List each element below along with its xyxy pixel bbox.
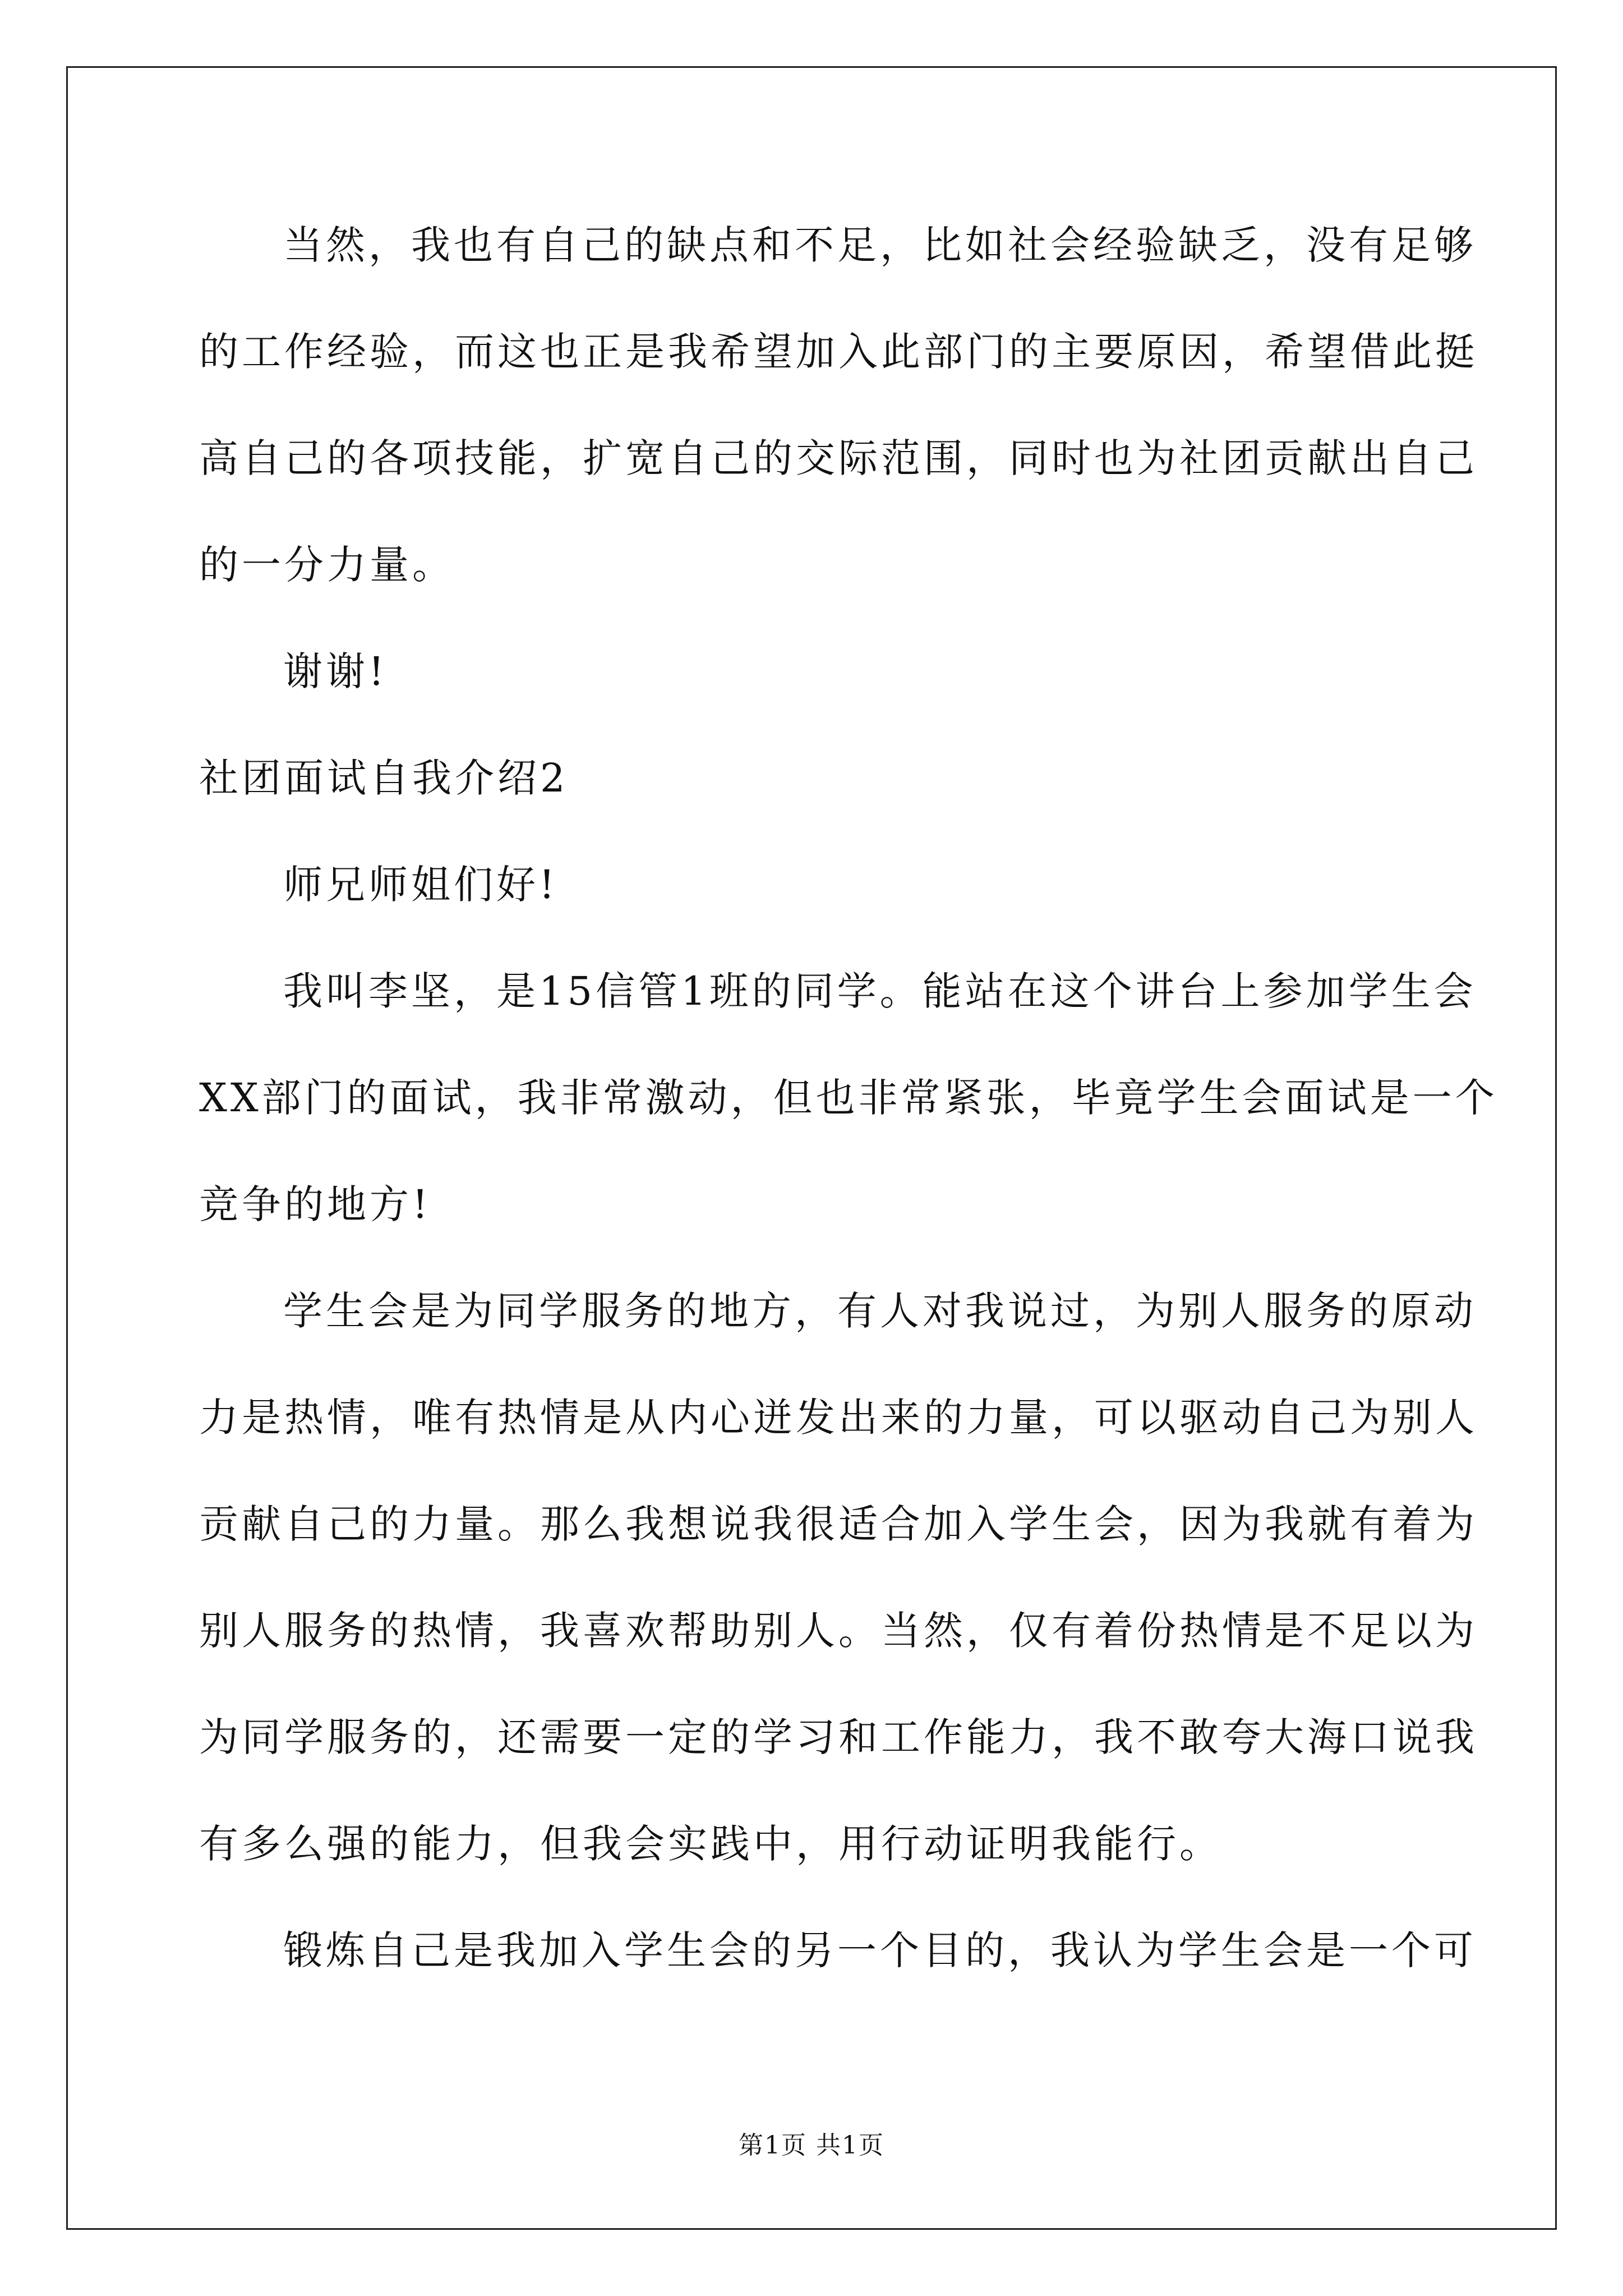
text-line: 的一分力量。 xyxy=(199,542,455,588)
section-heading: 社团面试自我介绍2 xyxy=(199,755,569,801)
text-line: 高自己的各项技能，扩宽自己的交际范围，同时也为社团贡献出自己 xyxy=(199,435,1478,481)
text-line: 我叫李坚，是15信管1班的同学。能站在这个讲台上参加学生会 xyxy=(283,968,1477,1014)
text-line: 学生会是为同学服务的地方，有人对我说过，为别人服务的原动 xyxy=(283,1288,1477,1334)
text-line: 为同学服务的，还需要一定的学习和工作能力，我不敢夸大海口说我 xyxy=(199,1714,1478,1760)
page-footer: 第1页 共1页 xyxy=(739,2131,884,2160)
text-line: 谢谢! xyxy=(283,648,388,694)
text-line: 竞争的地方! xyxy=(199,1181,432,1227)
text-line: 力是热情，唯有热情是从内心迸发出来的力量，可以驱动自己为别人 xyxy=(199,1395,1478,1441)
text-line: 别人服务的热情，我喜欢帮助别人。当然，仅有着份热情是不足以为 xyxy=(199,1608,1478,1654)
text-line: 有多么强的能力，但我会实践中，用行动证明我能行。 xyxy=(199,1821,1222,1867)
text-line: 贡献自己的力量。那么我想说我很适合加入学生会，因为我就有着为 xyxy=(199,1501,1478,1547)
text-line: 当然，我也有自己的缺点和不足，比如社会经验缺乏，没有足够 xyxy=(283,222,1477,268)
text-line: 师兄师姐们好! xyxy=(283,862,559,908)
text-line: 锻炼自己是我加入学生会的另一个目的，我认为学生会是一个可 xyxy=(283,1927,1477,1973)
text-line: XX部门的面试，我非常激动，但也非常紧张，毕竟学生会面试是一个 xyxy=(199,1075,1498,1121)
page-border xyxy=(66,66,1557,2230)
text-line: 的工作经验，而这也正是我希望加入此部门的主要原因，希望借此挺 xyxy=(199,329,1478,375)
